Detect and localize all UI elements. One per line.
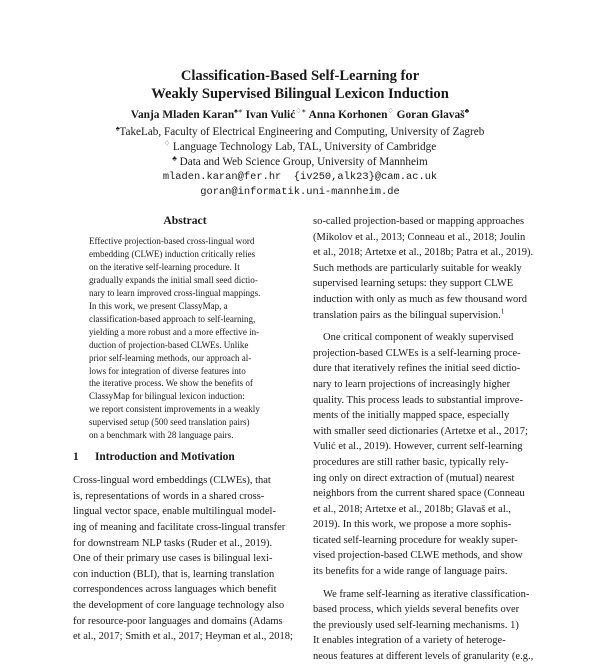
affiliation-text: Data and Web Science Group, University of Mannheim [179, 156, 428, 168]
body-line: induction with only as much as few thousand word [313, 293, 528, 305]
body-line: for downstream NLP tasks (Ruder et al., 2019). [73, 537, 273, 549]
author-name: Ivan Vulić [245, 109, 296, 121]
abstract-line: ClassyMap for bilingual lexicon induction: [89, 391, 245, 402]
body-line: is, representations of words in a shared cross- [73, 490, 265, 502]
section-heading [73, 450, 297, 464]
author-name: Anna Korhonen [308, 109, 388, 121]
body-line: ticated self-learning procedure for weakly super- [313, 534, 518, 546]
author-marks: ♢ [387, 107, 394, 116]
abstract-line: supervised setup (500 seed translation pairs) [89, 417, 250, 428]
abstract-line: gradually expands the initial small seed dictio- [89, 274, 258, 285]
author-marks: ♣ [464, 107, 470, 116]
body-line: the development of core language technology also [73, 600, 285, 611]
body-line: so-called projection-based or mapping approaches [313, 216, 525, 227]
abstract-line: prior self-learning methods, our approach al- [89, 352, 252, 363]
abstract-line: lows for integration of diverse features into [89, 365, 246, 376]
body-line: One of their primary use cases is bilingual lexi- [73, 553, 273, 565]
abstract-line: on the iterative self-learning procedure. It [89, 261, 240, 272]
body-line: et al., 2017; Smith et al., 2017; Heyman et al., 2018; [73, 631, 293, 643]
body-line: et al., 2018; Artetxe et al., 2018b; Glavaš et al., [313, 503, 511, 515]
body-line-text: translation pairs as the bilingual supervision. [313, 309, 501, 321]
affiliation-text: TakeLab, Faculty of Electrical Engineering and Computing, University of Zagreb [119, 126, 485, 138]
body-line: con induction (BLI), that is, learning translation [73, 568, 275, 580]
body-line: It enables integration of a variety of heteroge- [313, 635, 506, 647]
body-line: 2019). In this work, we propose a more sophis- [313, 519, 512, 531]
body-line: its benefits for a wide range of language pairs. [313, 566, 508, 578]
section-body [73, 473, 297, 645]
abstract [73, 214, 297, 442]
body-line: projection-based CLWEs is a self-learning proce- [313, 347, 521, 359]
affiliation-mark: ♣ [172, 154, 177, 163]
abstract-line: classification-based approach to self-learning, [89, 313, 256, 324]
abstract-line: the iterative process. We show the benefits of [89, 378, 253, 389]
email-line: goran@informatik.uni-mannheim.de [200, 186, 400, 198]
section-number: 1 [73, 451, 79, 464]
body-line: neighbors from the current shared space (Conneau [313, 488, 525, 500]
email-line: mladen.karan@fer.hr {iv250,alk23}@cam.ac.uk [162, 171, 438, 183]
body-line: neous features at different levels of granularity (e.g., [313, 651, 534, 663]
abstract-line: we report consistent improvements in a weakly [89, 404, 260, 415]
abstract-line: yielding a more robust and a more effective in- [89, 326, 260, 337]
abstract-heading: Abstract [163, 214, 207, 227]
author-marks: ♢∗ [295, 107, 307, 116]
body-line: nary to learn projections of increasingly higher [313, 378, 511, 390]
abstract-line: Effective projection-based cross-lingual word [89, 236, 255, 246]
author-list [0, 108, 600, 122]
body-line: ing of meaning and facilitate cross-lingual transfer [73, 522, 286, 534]
abstract-line: nary to learn improved cross-lingual mappings. [89, 287, 261, 298]
affiliation-line [0, 155, 600, 170]
footnote-mark: 1 [500, 307, 505, 316]
affiliation-mark: ♠ [115, 124, 120, 133]
body-line: One critical component of weakly supervised [323, 332, 514, 344]
body-line: We frame self-learning as iterative classification- [323, 588, 530, 600]
body-line: Vulić et al., 2019). However, current self-learning [313, 441, 523, 453]
author-name: Goran Glavaš [396, 109, 465, 121]
affiliation-mark: ♢ [163, 139, 171, 148]
body-line: based process, which yields several benefits over [313, 604, 520, 616]
body-line: vised projection-based CLWE methods, and show [313, 550, 523, 562]
body-line: the previously used self-learning mechanisms. 1) [313, 619, 519, 631]
body-line: Such methods are particularly suitable for weakly [313, 262, 522, 274]
body-line: lingual vector space, enable multilingual model- [73, 506, 276, 518]
body-line: et al., 2018; Artetxe et al., 2018b; Patra et al., 2019). [313, 247, 534, 259]
abstract-line: on a benchmark with 28 language pairs. [89, 430, 234, 441]
paper-title [0, 67, 600, 103]
title-line: Weakly Supervised Bilingual Lexicon Induction [151, 86, 449, 102]
body-line: (Mikolov et al., 2013; Conneau et al., 2018; Joulin [313, 231, 526, 243]
body-line: ing only on direct extraction of (mutual) nearest [313, 472, 515, 484]
body-line: for resource-poor languages and domains (Adams [73, 615, 283, 627]
section-title: Introduction and Motivation [95, 451, 235, 464]
abstract-line: embedding (CLWE) induction critically relies [89, 248, 256, 259]
affiliation-line [0, 125, 600, 140]
affiliation-text: Language Technology Lab, TAL, University of Cambridge [172, 141, 437, 153]
body-line: ments of the initially mapped space, especially [313, 410, 510, 422]
body-line [313, 308, 535, 324]
body-line: dure that iteratively refines the initial seed dictio- [313, 363, 521, 375]
body-line: procedures are still rather basic, typically rely- [313, 456, 509, 468]
abstract-line: In this work, we present ClassyMap, a [89, 300, 228, 311]
body-line: quality. This process leads to substantial improve- [313, 394, 523, 406]
right-column [313, 214, 535, 665]
author-name: Vanja Mladen Karan [130, 109, 235, 121]
body-line: supervised learning setups: they support CLWE [313, 278, 514, 290]
abstract-line: duction of projection-based CLWEs. Unlike [89, 339, 249, 350]
body-line: Cross-lingual word embeddings (CLWEs), that [73, 475, 271, 487]
paragraph-gap [313, 323, 535, 330]
body-line: correspondences across languages which benefit [73, 584, 277, 596]
title-line: Classification-Based Self-Learning for [180, 68, 420, 84]
author-marks: ♠∗ [234, 107, 243, 116]
body-line: with smaller seed dictionaries (Artetxe et al., 2017; [313, 425, 528, 437]
affiliations [0, 125, 600, 200]
affiliation-line [0, 140, 600, 155]
paragraph-gap [313, 580, 535, 587]
left-column [73, 214, 297, 645]
